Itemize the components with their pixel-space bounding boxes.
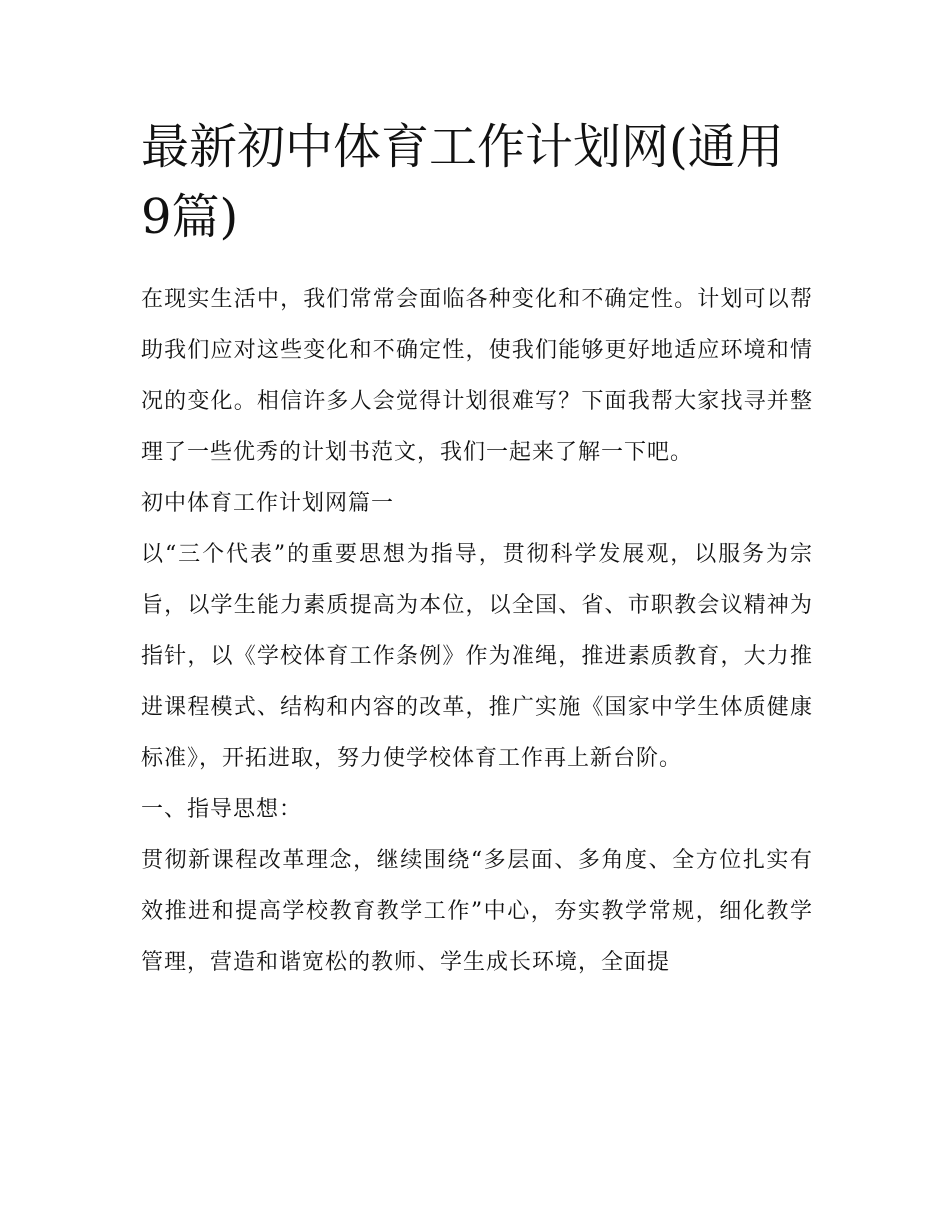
document-page xyxy=(141,112,813,988)
intro-paragraph: 在现实生活中，我们常常会面临各种变化和不确定性。计划可以帮助我们应对这些变化和不确定性，使我们能够更好地适应环境和情况的变化。相信许多人会觉得计划很难写？下面我帮大家找寻并整理了一些优秀的计划书范文，我们一起来了解一下吧。 xyxy=(141,287,813,465)
document-title: 最新初中体育工作计划网(通用9篇) xyxy=(141,119,784,245)
section-heading-guiding-thought: 一、指导思想： xyxy=(141,797,303,822)
section-heading-part-one: 初中体育工作计划网篇一 xyxy=(141,491,395,516)
body-paragraph: 以“三个代表”的重要思想为指导，贯彻科学发展观，以服务为宗旨，以学生能力素质提高为本位，以全国、省、市职教会议精神为指针，以《学校体育工作条例》作为准绳，推进素质教育，大力推进课程模式、结构和内容的改革，推广实施《国家中学生体质健康标准》，开拓进取，努力使学校体育工作再上新台阶。 xyxy=(141,542,813,771)
body-paragraph: 贯彻新课程改革理念，继续围绕“多层面、多角度、全方位扎实有效推进和提高学校教育教学工作”中心，夯实教学常规，细化教学管理，营造和谐宽松的教师、学生成长环境，全面提 xyxy=(141,848,813,975)
